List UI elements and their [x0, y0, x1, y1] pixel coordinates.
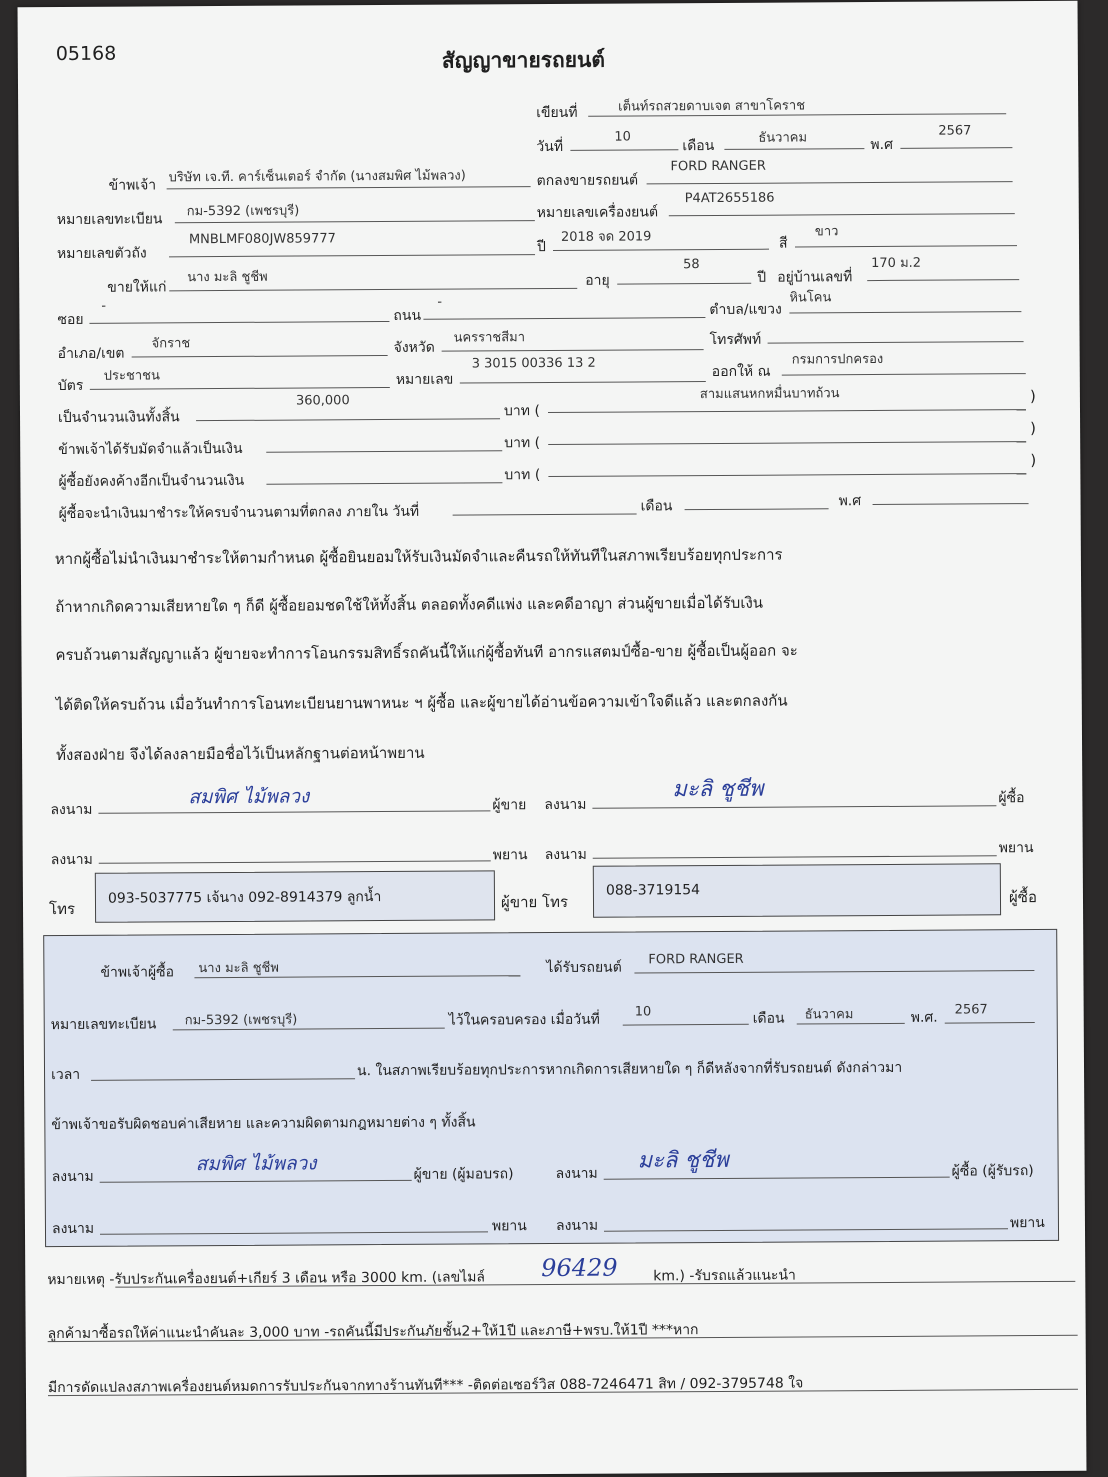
- deposit-text-line: [548, 441, 1026, 445]
- house-value: 170 ม.2: [871, 255, 922, 272]
- color-line: [795, 245, 1017, 247]
- note-mileage: 96429: [541, 1253, 618, 1283]
- receipt-month-value: ธันวาคม: [804, 1007, 854, 1023]
- receipt-month-label: เดือน: [752, 1010, 785, 1027]
- pay-year-line: [873, 503, 1029, 505]
- contract-paper: [18, 1, 1087, 1477]
- receipt-liability-text: ข้าพเจ้าขอรับผิดชอบค่าเสียหาย และความผิดตามกฎหมายต่าง ๆ ทั้งสิ้น: [51, 1114, 476, 1134]
- receipt-witness1-role: พยาน: [491, 1218, 527, 1235]
- engine-label: หมายเลขเครื่องยนต์: [536, 204, 659, 222]
- car-value: FORD RANGER: [670, 158, 766, 175]
- agree-label: ตกลงขายรถยนต์: [536, 172, 639, 190]
- note-line-2: ลูกค้ามาซื้อรถให้ค่าแนะนำคันละ 3,000 บาท -รถคันนี้มีประกันภัยชั้น2+ให้1ปี และภาษี+พรบ.ให้1ปี ***หาก: [47, 1322, 699, 1343]
- chassis-value: MNBLMF080JW859777: [188, 231, 336, 248]
- receipt-buyer-signature: มะลิ ชูชีพ: [637, 1147, 729, 1174]
- receipt-year-label: พ.ศ.: [910, 1009, 938, 1026]
- soi-value: -: [101, 298, 107, 314]
- total-line: [196, 418, 500, 421]
- buyer-line: [169, 288, 577, 291]
- receipt-witness2-line: [604, 1228, 1008, 1231]
- month-line: [724, 148, 864, 150]
- pay-day-line: [453, 513, 637, 515]
- car-year-line: [553, 249, 769, 251]
- balance-label: ผู้ซื้อยังคงค้างอีกเป็นจำนวนเงิน: [58, 472, 245, 491]
- witness2-sign-line: [593, 855, 997, 858]
- buyer-phone-role: ผู้ซื้อ: [1008, 888, 1038, 907]
- witness1-sign-label: ลงนาม: [50, 851, 93, 869]
- date-label: วันที่: [536, 138, 564, 156]
- province-value: นครราชสีมา: [453, 330, 526, 346]
- receipt-possession-label: ไว้ในครอบครอง เมื่อวันที่: [448, 1011, 600, 1029]
- color-value: ขาว: [814, 224, 839, 240]
- deposit-baht-label: บาท (: [504, 435, 541, 452]
- buyer-phone-box: [593, 863, 1001, 917]
- balance-line: [266, 482, 502, 484]
- witness1-sign-line: [99, 860, 491, 863]
- total-value: 360,000: [295, 393, 350, 409]
- road-value: -: [437, 294, 443, 310]
- deposit-line: [266, 450, 502, 452]
- soi-label: ซอย: [57, 311, 84, 329]
- receipt-car-value: FORD RANGER: [648, 951, 744, 968]
- total-label: เป็นจำนวนเงินทั้งสิ้น: [57, 409, 180, 427]
- issued-value: กรมการปกครอง: [791, 351, 884, 368]
- note-line-3: มีการดัดแปลงสภาพเครื่องยนต์หมดการรับประกันจากทางร้านทันที*** -ติดต่อเซอร์วิส 088-7246471 สิท / 092-3795748 ใจ: [47, 1375, 804, 1397]
- phone-line: [768, 341, 1024, 344]
- phone-label: โทรศัพท์: [709, 331, 762, 349]
- receipt-condition-text: น. ในสภาพเรียบร้อยทุกประการหากเกิดการเสียหายใด ๆ ก็ดีหลังจากที่รับรถยนต์ ดังกล่าวมา: [356, 1059, 903, 1080]
- house-line: [867, 279, 1019, 281]
- district-value: จักราช: [151, 336, 191, 352]
- body-line-1: หากผู้ซื้อไม่นำเงินมาชำระให้ตามกำหนด ผู้ซื้อยินยอมให้รับเงินมัดจำและคืนรถให้ทันทีในสภาพเรียบร้อยทุกประการ: [54, 545, 783, 569]
- car-year-label: ปี: [536, 239, 546, 256]
- house-label: อยู่บ้านเลขที่: [777, 269, 853, 286]
- subdistrict-label: ตำบล/แขวง: [709, 301, 782, 319]
- receipt-reg-label: หมายเลขทะเบียน: [50, 1016, 157, 1034]
- engine-line: [669, 213, 1015, 216]
- receipt-reg-value: กม-5392 (เพชรบุรี): [184, 1012, 298, 1029]
- receipt-year-line: [945, 1022, 1035, 1024]
- buyer-sign-label: ลงนาม: [544, 796, 587, 814]
- pay-month-label: เดือน: [640, 498, 673, 515]
- seller-value: บริษัท เจ.ที. คาร์เซ็นเตอร์ จำกัด (นางสมพิศ ไม้พลวง): [168, 168, 466, 186]
- deposit-close-paren: ): [1030, 419, 1037, 438]
- receipt-year-value: 2567: [954, 1002, 988, 1018]
- province-line: [442, 349, 704, 352]
- receipt-buyer-value: นาง มะลิ ชูชีพ: [198, 960, 279, 977]
- note-line-1a: หมายเหตุ -รับประกันเครื่องยนต์+เกียร์ 3 เดือน หรือ 3000 km. (เลขไมล์: [47, 1269, 486, 1289]
- deposit-label: ข้าพเจ้าได้รับมัดจำแล้วเป็นเงิน: [58, 440, 243, 459]
- written-at-label: เขียนที่: [536, 104, 578, 122]
- witness2-role-label: พยาน: [998, 840, 1034, 857]
- body-line-2: ถ้าหากเกิดความเสียหายใด ๆ ก็ดี ผู้ซื้อยอมชดใช้ให้ทั้งสิ้น ตลอดทั้งคดีแพ่ง และคดีอาญา ส่วนผู้ขายเมื่อได้รับเงิน: [55, 593, 764, 617]
- phone-row-label: โทร: [48, 899, 76, 919]
- body-line-5: ทั้งสองฝ่าย จึงได้ลงลายมือชื่อไว้เป็นหลักฐานต่อหน้าพยาน: [56, 743, 425, 765]
- chassis-line: [169, 254, 535, 257]
- district-line: [132, 355, 388, 358]
- balance-close-paren: ): [1030, 451, 1037, 470]
- total-text-line: [548, 409, 1026, 413]
- year-value: 2567: [938, 123, 972, 139]
- written-at-value: เต็นท์รถสวยดาบเจต สาขาโคราช: [618, 98, 806, 115]
- card-value: ประชาชน: [103, 368, 160, 384]
- vehicle-receipt-section: [43, 929, 1059, 1247]
- subdistrict-value: หินโคน: [789, 290, 832, 306]
- receipt-time-label: เวลา: [50, 1066, 81, 1084]
- receipt-buyer-role: ผู้ซื้อ (ผู้รับรถ): [951, 1163, 1034, 1180]
- reg-value: กม-5392 (เพชรบุรี): [186, 203, 300, 220]
- card-number-line: [460, 381, 706, 384]
- balance-text-line: [548, 473, 1026, 477]
- month-label: เดือน: [682, 137, 715, 155]
- receipt-witness2-role: พยาน: [1009, 1214, 1045, 1232]
- buyer-sign-line: [592, 805, 996, 808]
- witness1-role-label: พยาน: [492, 847, 528, 864]
- soi-line: [89, 321, 389, 324]
- buyer-phone: 088-3719154: [605, 882, 701, 899]
- age-line: [617, 283, 751, 285]
- receipt-time-line: [91, 1078, 355, 1081]
- receipt-witness2-sign-label: ลงนาม: [555, 1217, 599, 1234]
- receipt-buyer-label: ข้าพเจ้าผู้ซื้อ: [100, 964, 175, 981]
- card-number-label: หมายเลข: [395, 371, 454, 388]
- body-line-3: ครบถ้วนตามสัญญาแล้ว ผู้ขายจะทำการโอนกรรมสิทธิ์รถคันนี้ให้แก่ผู้ซื้อทันที อากรแสตมป์ซื้อ-ขาย ผู้ซื้อเป็นผู้ออก จะ: [55, 641, 798, 665]
- note-line-1b: km.) -รับรถแล้วแนะนำ: [653, 1267, 796, 1285]
- receipt-buyer-sign-label: ลงนาม: [555, 1165, 598, 1182]
- receipt-day-line: [623, 1024, 749, 1026]
- buyer-label: ขายให้แก่: [107, 279, 167, 296]
- seller-phone-box: [95, 870, 495, 922]
- pay-year-label: พ.ศ: [838, 493, 862, 510]
- road-label: ถนน: [393, 307, 422, 324]
- seller-label: ข้าพเจ้า: [108, 177, 157, 194]
- age-label: อายุ: [585, 272, 610, 289]
- balance-baht-label: บาท (: [504, 467, 541, 484]
- witness2-sign-label: ลงนาม: [544, 846, 587, 864]
- day-line: [570, 149, 678, 151]
- issued-line: [782, 373, 1026, 375]
- chassis-label: หมายเลขตัวถัง: [56, 245, 147, 263]
- car-year-value: 2018 จด 2019: [560, 229, 652, 245]
- engine-value: P4AT2655186: [684, 190, 775, 207]
- subdistrict-line: [789, 311, 1021, 313]
- seller-sign-label: ลงนาม: [50, 801, 93, 819]
- total-close-paren: ): [1029, 387, 1036, 406]
- receipt-seller-signature: สมพิศ ไม้พลวง: [195, 1152, 317, 1176]
- province-label: จังหวัด: [393, 339, 435, 356]
- pay-month-line: [685, 508, 829, 510]
- color-label: สี: [778, 235, 788, 252]
- age-value: 58: [683, 257, 700, 273]
- car-line: [647, 181, 1013, 184]
- total-baht-label: บาท (: [503, 403, 540, 420]
- total-text-value: สามแสนหกหมื่นบาทถ้วน: [699, 386, 840, 403]
- receipt-day-value: 10: [634, 1004, 652, 1020]
- receipt-seller-sign-line: [100, 1180, 412, 1183]
- buyer-role-label: ผู้ซื้อ: [998, 790, 1025, 807]
- receipt-witness1-sign-label: ลงนาม: [51, 1220, 95, 1238]
- receipt-seller-sign-label: ลงนาม: [51, 1168, 94, 1186]
- body-line-4: ได้ติดให้ครบถ้วน เมื่อวันทำการโอนทะเบียนยานพาหนะ ฯ ผู้ซื้อ และผู้ขายได้อ่านข้อความเข้าใจดีแล้ว และตกลงกัน: [55, 691, 788, 715]
- pay-label: ผู้ซื้อจะนำเงินมาชำระให้ครบจำนวนตามที่ตกลง ภายใน วันที่: [58, 503, 420, 523]
- issued-label: ออกให้ ณ: [711, 363, 771, 381]
- reg-label: หมายเลขทะเบียน: [56, 211, 163, 229]
- seller-phone-role: ผู้ขาย โทร: [500, 892, 569, 912]
- document-number: 05168: [55, 42, 117, 66]
- year-line: [900, 147, 1012, 149]
- card-line: [90, 387, 390, 390]
- receipt-seller-role: ผู้ขาย (ผู้มอบรถ): [413, 1166, 514, 1183]
- card-label: บัตร: [57, 377, 84, 395]
- document-title: สัญญาขายรถยนต์: [441, 47, 606, 73]
- receipt-witness1-line: [100, 1231, 488, 1234]
- seller-role-label: ผู้ขาย: [492, 797, 527, 814]
- age-unit: ปี: [757, 269, 767, 286]
- receipt-car-line: [634, 970, 1034, 973]
- card-number-value: 3 3015 00336 13 2: [471, 355, 596, 372]
- receipt-received-label: ได้รับรถยนต์: [546, 959, 622, 977]
- buyer-value: นาง มะลิ ชูชีพ: [187, 269, 268, 286]
- year-label: พ.ศ: [870, 136, 894, 154]
- buyer-signature: มะลิ ชูชีพ: [672, 776, 764, 803]
- seller-signature: สมพิศ ไม้พลวง: [188, 785, 310, 809]
- month-value: ธันวาคม: [758, 130, 808, 146]
- road-line: [423, 317, 705, 320]
- district-label: อำเภอ/เขต: [57, 345, 125, 363]
- seller-phone: 093-5037775 เจ้นาง 092-8914379 ลูกน้ำ: [107, 889, 382, 907]
- day-value: 10: [614, 129, 631, 145]
